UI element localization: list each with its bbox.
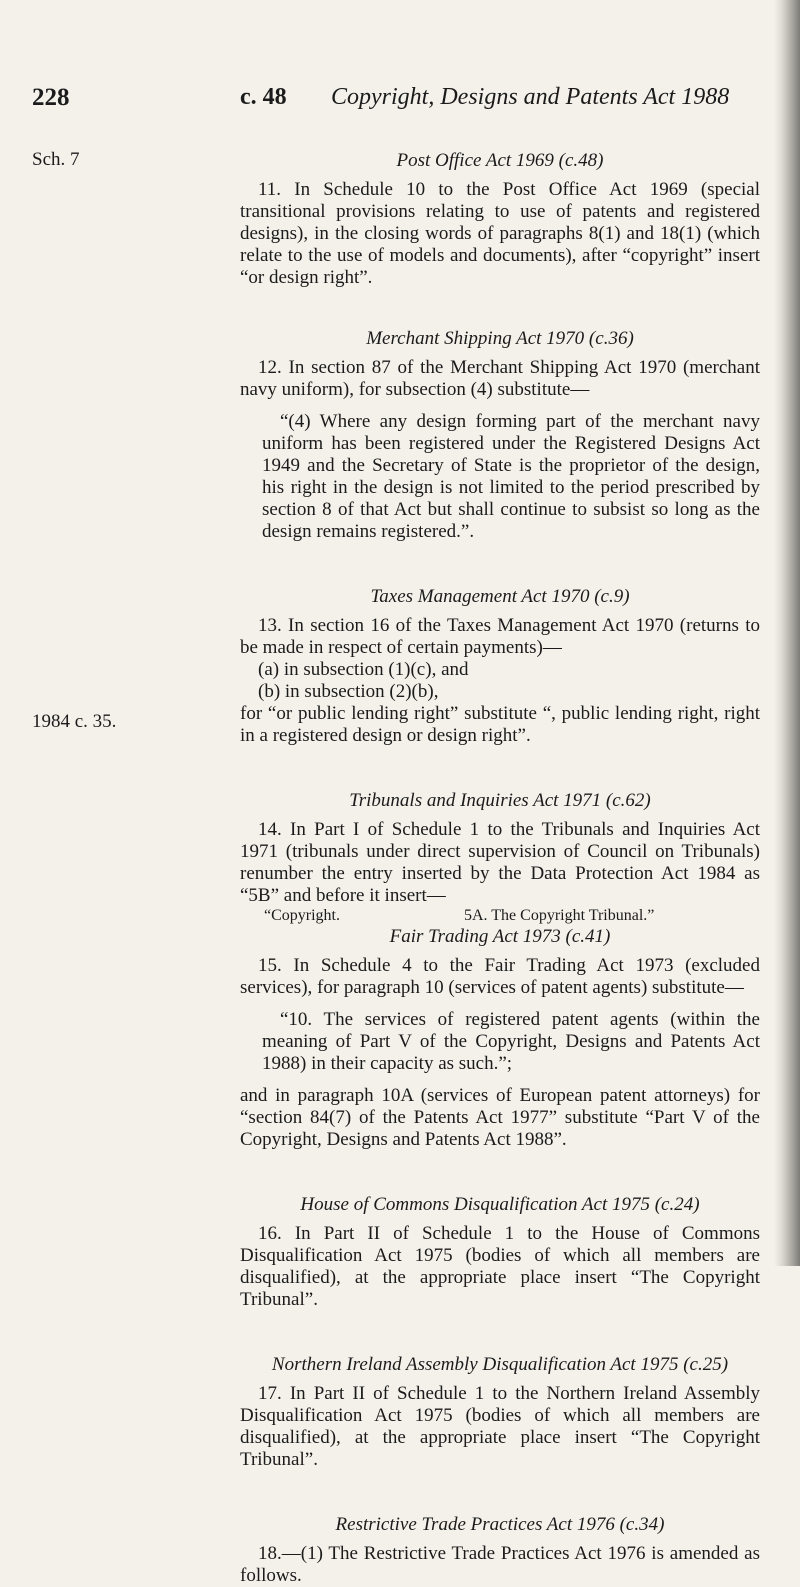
section-heading: Tribunals and Inquiries Act 1971 (c.62) [349,790,651,811]
section-tribunals-inquiries-act [240,789,760,925]
section-restrictive-trade-practices-act [240,1513,760,1587]
paragraph-13: 13. In section 16 of the Taxes Management Act 1970 (returns to be made in respect of certain payments)— [240,615,760,658]
paragraph-17: 17. In Part II of Schedule 1 to the Northern Ireland Assembly Disqualification Act 1975 (bodies of which all members are disqualified), at the appropriate place insert “The Copyright Tribunal”. [240,1383,760,1470]
section-fair-trading-act [240,925,760,1151]
chapter-reference: c. 48 [240,84,287,110]
inserted-entry [240,907,760,925]
section-heading: Northern Ireland Assembly Disqualification Act 1975 (c.25) [271,1354,729,1375]
inserted-entry-text: 5A. The Copyright Tribunal.” [464,907,655,924]
paragraph-11: 11. In Schedule 10 to the Post Office Act 1969 (special transitional provisions relating to use of patents and registered designs), in the closing words of paragraphs 8(1) and 18(1) (which relate to the use of models and documents), after “copyright” insert “or design right”. [240,179,760,288]
section-heading: Merchant Shipping Act 1970 (c.36) [366,328,634,349]
section-post-office-act [240,149,760,289]
margin-schedule-label: Sch. 7 [32,149,80,170]
section-taxes-management-act [240,585,760,747]
section-merchant-shipping-act [240,327,760,543]
running-title: Copyright, Designs and Patents Act 1988 [331,84,730,110]
section-heading: Taxes Management Act 1970 (c.9) [370,586,630,607]
page-number: 228 [32,84,70,111]
section-heading: Post Office Act 1969 (c.48) [396,150,604,171]
section-heading: Restrictive Trade Practices Act 1976 (c.34) [335,1514,665,1535]
margin-citation: 1984 c. 35. [32,711,117,732]
paragraph-18: 18.—(1) The Restrictive Trade Practices Act 1976 is amended as follows. [240,1543,760,1586]
section-northern-ireland-assembly-disqualification-act [240,1353,760,1471]
paragraph-15-closing: and in paragraph 10A (services of European patent attorneys) for “section 84(7) of the Patents Act 1977” substitute “Part V of the Copyright, Designs and Patents Act 1988”. [240,1085,760,1150]
quoted-paragraph-10: “10. The services of registered patent agents (within the meaning of Part V of the Copyright, Designs and Patents Act 1988) in their capacity as such.”; [262,1009,760,1074]
paragraph-12: 12. In section 87 of the Merchant Shipping Act 1970 (merchant navy uniform), for subsection (4) substitute— [240,357,760,400]
inserted-entry-label: “Copyright. [264,907,340,924]
list-item-a: (a) in subsection (1)(c), and [258,659,469,680]
list-item-b: (b) in subsection (2)(b), [258,681,439,702]
paragraph-16: 16. In Part II of Schedule 1 to the House of Commons Disqualification Act 1975 (bodies of which all members are disqualified), at the appropriate place insert “The Copyright Tribunal”. [240,1223,760,1310]
paragraph-13-closing: for “or public lending right” substitute “, public lending right, right in a registered design or design right”. [240,703,760,746]
section-heading: Fair Trading Act 1973 (c.41) [389,926,611,947]
paragraph-14: 14. In Part I of Schedule 1 to the Tribunals and Inquiries Act 1971 (tribunals under direct supervision of Council on Tribunals) renumber the entry inserted by the Data Protection Act 1984 as “5B” and before it insert— [240,819,760,906]
section-house-of-commons-disqualification-act [240,1193,760,1311]
page-body [240,149,760,1587]
quoted-subsection-4: “(4) Where any design forming part of the merchant navy uniform has been registered under the Registered Designs Act 1949 and the Secretary of State is the proprietor of the design, his right in the design is not limited to the period prescribed by section 8 of that Act but shall continue to subsist so long as the design remains registered.”. [262,411,760,542]
section-heading: House of Commons Disqualification Act 1975 (c.24) [300,1194,700,1215]
page-edge-shadow [774,0,800,1266]
paragraph-15: 15. In Schedule 4 to the Fair Trading Act 1973 (excluded services), for paragraph 10 (services of patent agents) substitute— [240,955,760,998]
